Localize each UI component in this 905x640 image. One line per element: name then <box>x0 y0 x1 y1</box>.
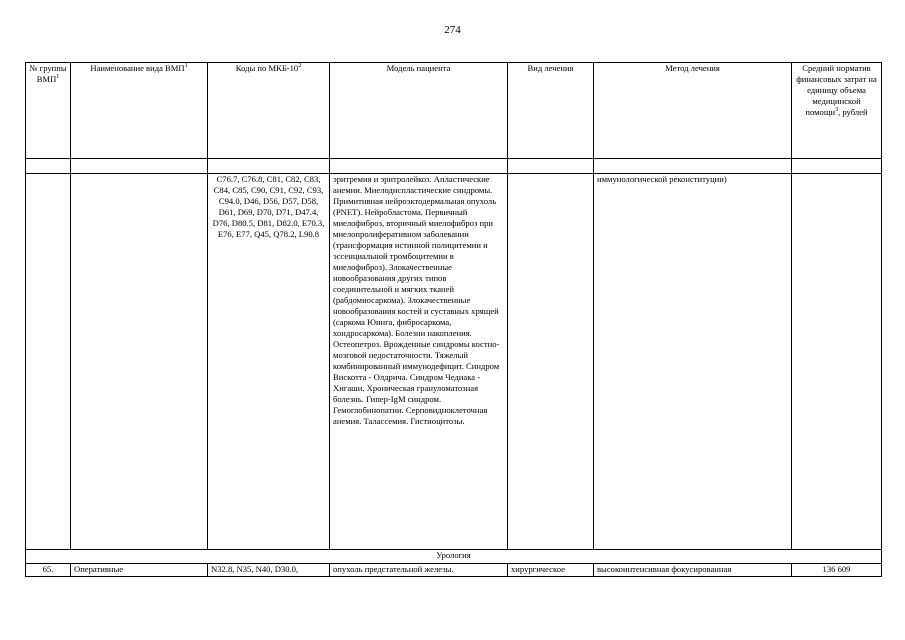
row-method: высокоинтенсивная фокусированная <box>594 564 792 577</box>
header-group: № группы ВМП$^1$ <box>26 63 71 159</box>
row-codes: N32.8, N35, N40, D30.0, <box>208 564 330 577</box>
header-codes: Коды по МКБ-$10^2$ <box>208 63 330 159</box>
section-row <box>26 550 882 564</box>
page-number: 274 <box>444 24 461 36</box>
header-method: Метод лечения <box>594 63 792 159</box>
vmp-table <box>25 62 882 577</box>
row-number: 65. <box>26 564 71 577</box>
header-norm: Средний норматив финансовых затрат на единицу объема медицинской помощи$^3$, рублей <box>792 63 882 159</box>
row-model: опухоль предстательной железы. <box>330 564 508 577</box>
continuation-codes: C76.7, C76.8, C81, C82, C83, C84, C85, C90, C91, C92, C93, C94.0, D46, D56, D57, D58, D61, D69, D70, D71, D47.4, D76, D80.5, D81, D82.0, E70.3, E76, E77, Q45, Q78.2, L90.8 <box>208 174 330 550</box>
header-name: Наименование вида ВМП$^1$ <box>71 63 208 159</box>
section-title: Урология <box>26 550 882 564</box>
table-row <box>26 564 882 577</box>
continuation-row <box>26 174 882 550</box>
continuation-method: иммунологической реконституции) <box>594 174 792 550</box>
header-treatment-type: Вид лечения <box>508 63 594 159</box>
column-numbers-row <box>26 159 882 174</box>
row-name: Оперативные <box>71 564 208 577</box>
header-model: Модель пациента <box>330 63 508 159</box>
header-row <box>26 63 882 159</box>
row-norm: 136 609 <box>792 564 882 577</box>
continuation-model: эритремия и эритролейкоз. Апластические анемии. Миелодиспластические синдромы. Примитивная нейроэктодермальная опухоль (PNET). Нейробластома. Первичный миелофиброз, вторичный миелофиброз при миелопролиферативном заболевании (трансформация истинной полицитемии и эссенциальной тромбоцитемии в миелофиброз). Злокачественные новообразования других типов соединительной и мягких тканей (рабдомиосаркома). Злокачественные новообразования костей и суставных хрящей (саркома Юинга, фибросаркома, хондросаркома). Болезни накопления. Остеопетроз. Врожденные синдромы костно-мозговой недостаточности. Тяжелый комбинированный иммунодефицит. Синдром Вискотта - Олдрича. Синдром Чедиака - Хигаши. Хроническая грануломатозная болезнь. Гипер-IgM синдром. Гемоглобинопатии. Серповидноклеточная анемия. Талассемия. Гистиоцитозы. <box>330 174 508 550</box>
row-treatment-type: хирургическое <box>508 564 594 577</box>
